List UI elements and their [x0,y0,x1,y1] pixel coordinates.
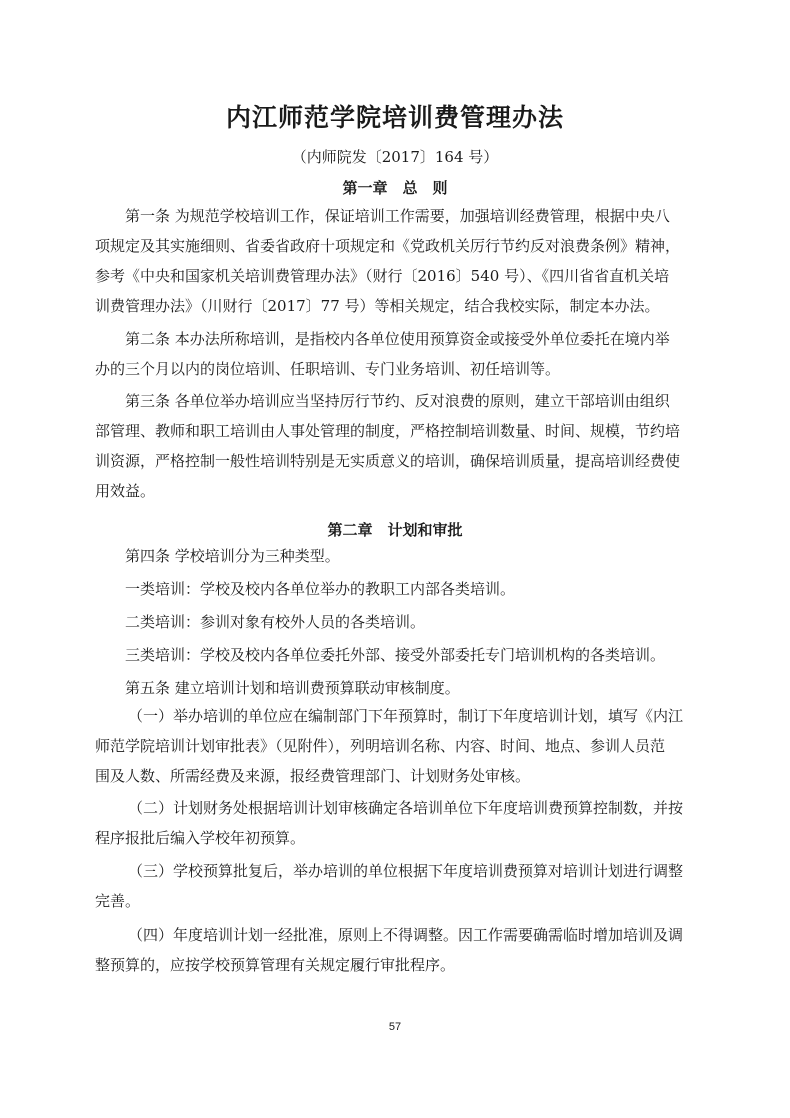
text-line: （一）举办培训的单位应在编制部门下年预算时，制订下年度培训计划，填写《内江 [128,707,684,725]
article-3 [95,386,700,506]
text-line: （二）计划财务处根据培训计划审核确定各培训单位下年度培训费预算控制数，并按 [128,799,684,817]
text-line: 用效益。 [95,482,156,500]
text-line: 项规定及其实施细则、省委省政府十项规定和《党政机关厉行节约反对浪费条例》精神， [95,237,681,255]
article-2 [95,324,700,384]
text-line: （三）学校预算批复后，举办培训的单位根据下年度培训费预算对培训计划进行调整 [128,862,684,880]
text-line: 二类培训：参训对象有校外人员的各类培训。 [125,613,426,631]
text-line: 一类培训：学校及校内各单位举办的教职工内部各类培训。 [125,580,516,598]
text-line: 训资源，严格控制一般性培训特别是无实质意义的培训，确保培训质量，提高培训经费使 [95,452,681,470]
text-line: 师范学院培训计划审批表》（见附件），列明培训名称、内容、时间、地点、参训人员范 [95,737,666,755]
text-line: 完善。 [95,892,141,910]
text-line: 第五条 建立培训计划和培训费预算联动审核制度。 [125,679,460,697]
text-line: 围及人数、所需经费及来源，报经费管理部门、计划财务处审核。 [95,767,531,785]
text-line: 训费管理办法》（川财行〔2017〕77 号）等相关规定，结合我校实际，制定本办法。 [95,297,660,315]
chapter-1-heading: 第一章 总 则 [342,179,448,197]
text-line: 第三条 各单位举办培训应当坚持厉行节约、反对浪费的原则，建立干部培训由组织 [125,392,670,410]
item-1 [95,701,700,791]
page-number: 57 [388,1021,402,1033]
text-line: 第四条 学校培训分为三种类型。 [125,547,340,565]
text-line: 整预算的，应按学校预算管理有关规定履行审批程序。 [95,956,456,974]
item-4 [95,920,700,980]
document-title: 内江师范学院培训费管理办法 [225,103,564,132]
document-number: （内师院发〔2017〕164 号） [291,148,499,166]
article-4-and-types [95,541,700,703]
article-1 [95,201,700,321]
text-line: 三类培训：学校及校内各单位委托外部、接受外部委托专门培训机构的各类培训。 [125,646,666,664]
text-line: 程序报批后编入学校年初预算。 [95,829,306,847]
text-line: 参考《中央和国家机关培训费管理办法》（财行〔2016〕540 号）、《四川省省直机关培 [95,267,670,285]
item-2 [95,793,700,853]
text-line: 办的三个月以内的岗位培训、任职培训、专门业务培训、初任培训等。 [95,360,561,378]
text-line: 第二条 本办法所称培训，是指校内各单位使用预算资金或接受外单位委托在境内举 [125,330,670,348]
text-line: 部管理、教师和职工培训由人事处管理的制度，严格控制培训数量、时间、规模，节约培 [95,422,681,440]
chapter-2-heading: 第二章 计划和审批 [327,521,463,539]
item-3 [95,856,700,916]
text-line: （四）年度培训计划一经批准，原则上不得调整。因工作需要确需临时增加培训及调 [128,926,684,944]
text-line: 第一条 为规范学校培训工作，保证培训工作需要，加强培训经费管理，根据中央八 [125,207,670,225]
